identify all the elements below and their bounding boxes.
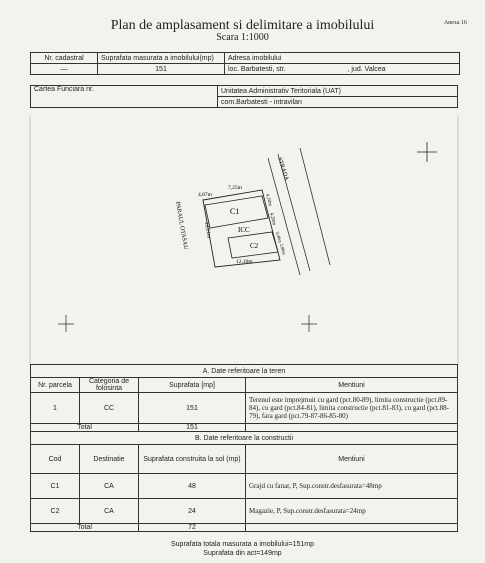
dim-bottom: 12,10m (236, 259, 253, 265)
b-row-surface: 24 (139, 499, 246, 524)
scale-label: Scara 1:1000 (216, 32, 269, 43)
address-value (225, 64, 460, 75)
a-total-label: Total (31, 424, 139, 432)
surface-value: 151 (98, 64, 225, 75)
info-table (30, 52, 460, 75)
b-total-value: 72 (139, 524, 246, 532)
header-address: Adresa imobilului (225, 53, 460, 64)
data-table (30, 364, 458, 532)
uat-label: Unitatea Administrativ Teritoriala (UAT) (218, 86, 458, 97)
c2-label: C2 (250, 242, 259, 250)
page-title: Plan de amplasament si delimitare a imobilului (110, 18, 375, 33)
header-surface: Suprafata masurata a imobilului(mp) (98, 53, 225, 64)
cadastral-value: — (31, 64, 98, 75)
a-row-surface: 151 (139, 393, 246, 424)
b-header-cod: Cod (31, 445, 80, 474)
b-header-surface: Suprafata construita la sol (mp) (139, 445, 246, 474)
a-header-surface: Suprafata [mp] (139, 378, 246, 393)
street-line-3 (300, 148, 330, 265)
uat-value: com.Barbatesti - intravilan (218, 97, 458, 108)
address-left: loc. Barbatesti, str. (228, 65, 286, 73)
icc-label: ICC (238, 226, 250, 234)
b-total-label: Total (31, 524, 139, 532)
dim-right-a: 4,10m (264, 193, 273, 207)
anexa-label: Anexa 16 (443, 20, 467, 26)
site-plan (0, 110, 485, 365)
dim-right-b: 4,20m (268, 212, 277, 226)
b-header-mentiuni: Mentiuni (246, 445, 458, 474)
b-row-mentiuni: Magazie, P, Sup.constr.desfasurata=24mp (246, 499, 458, 524)
a-header-cat: Categoria de folosinta (80, 378, 139, 393)
c1-label: C1 (230, 207, 240, 216)
dim-left: 12,51m (203, 221, 212, 239)
a-header-mentiuni: Mentiuni (246, 378, 458, 393)
street-label: STRADA (276, 156, 290, 182)
carte-label: Cartea Funciara nr. (31, 86, 218, 108)
cross-center-bottom-icon (301, 315, 317, 332)
header-cadastral: Nr. cadastral (31, 53, 98, 64)
a-row-nr: 1 (31, 393, 80, 424)
river-label: PARAUL OTASAU (174, 201, 189, 251)
section-a-title: A. Date referitoare la teren (31, 365, 458, 378)
carte-table (30, 85, 458, 108)
b-row-cod: C2 (31, 499, 80, 524)
dim-top-left: 4,87m (198, 192, 212, 198)
a-row-cat: CC (80, 393, 139, 424)
footer-total-surface: Suprafata totala masurata a imobilului=151mp (170, 541, 314, 548)
footer-act-surface: Suprafata din act=149mp (203, 550, 282, 557)
a-row-mentiuni: Terenul este imprejmuit cu gard (pct.80-89), limita constructie (pct.89-84), cu gard (pct.84-81), limita constructie (pct.81-83), cu gard (pct.88-79), fara gard (pct.79-87-86-85-80) (246, 393, 458, 424)
a-header-nr: Nr. parcela (31, 378, 80, 393)
address-right: , jud. Valcea (347, 65, 386, 73)
dim-top-right: 7,25m (228, 185, 242, 191)
b-header-dest: Destinatie (80, 445, 139, 474)
b-row-dest: CA (80, 499, 139, 524)
cross-right-top-icon (417, 142, 437, 162)
dim-right-c: 3,40m (275, 230, 283, 244)
cross-left-bottom-icon (58, 315, 74, 332)
b-row-surface: 48 (139, 474, 246, 499)
section-b-title: B. Date referitoare la constructii (31, 432, 458, 445)
b-row-cod: C1 (31, 474, 80, 499)
b-row-mentiuni: Grajd cu fanar, P, Sup.constr.desfasurata=48mp (246, 474, 458, 499)
b-row-dest: CA (80, 474, 139, 499)
dim-right-d: 2,80m (279, 242, 287, 256)
a-total-value: 151 (139, 424, 246, 432)
